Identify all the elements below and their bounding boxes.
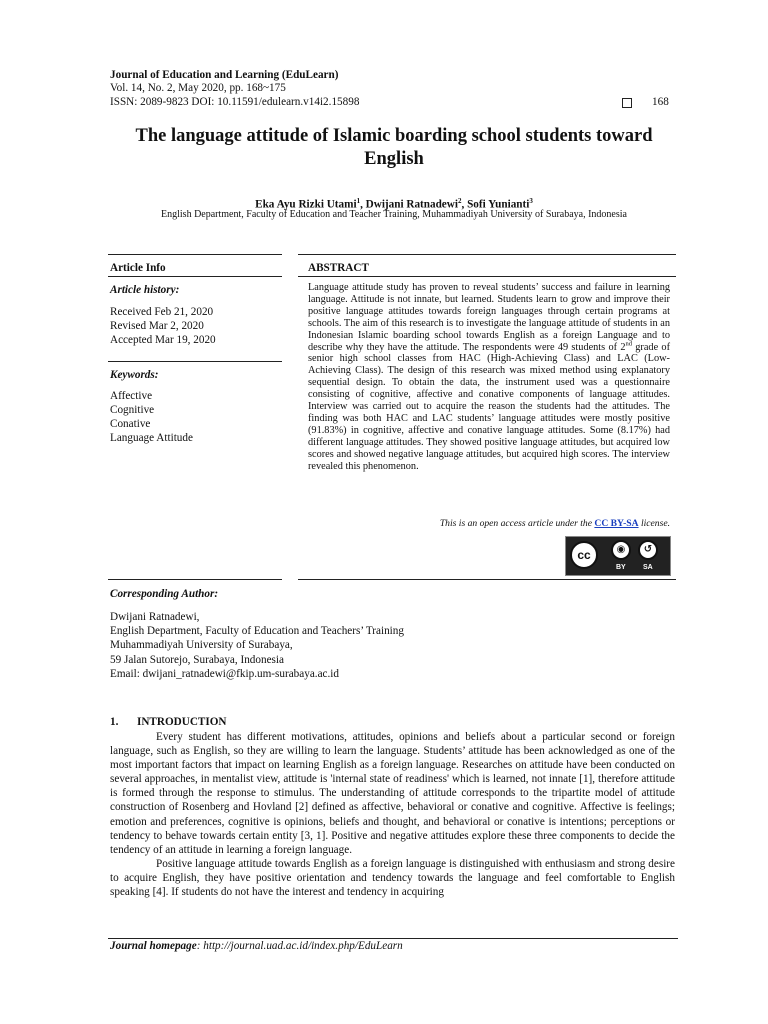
abstract-bottom-rule [298,579,676,580]
author-name: Eka Ayu Rizki Utami [255,198,357,211]
introduction-body [110,730,675,899]
abstract-text-part1: Language attitude study has proven to reveal students’ success and failure in learning language. Attitude is not innate, but learned. Students learn to grow and improve their positive language attitudes towards foreign languages through certain programs at schools. The aim of this research is to investigate the language attitude of students in an Indonesian Islamic boarding school towards English as a foreign Language and to describe why they have the attitude. The respondents were 49 students of 2 [308,282,670,353]
homepage-url[interactable]: : http://journal.uad.ac.id/index.php/EduLearn [196,940,403,952]
author-affil-mark: 2 [457,197,462,205]
license-note [308,518,670,530]
email-line: Email: dwijani_ratnadewi@fkip.um-surabaya.ac.id [110,667,340,680]
article-info-top-rule [108,254,282,255]
footer-rule [108,938,678,939]
affiliation: English Department, Faculty of Education and Teacher Training, Muhammadiyah University of Surabaya, Indonesia [161,209,627,220]
author-separator: , [360,198,366,211]
square-bullet-icon [622,98,632,108]
keywords-list [110,389,193,445]
author-name: Sofi Yunianti [467,198,530,211]
cc-by-sa-link[interactable]: CC BY-SA [594,518,639,529]
author-affil-mark: 3 [529,197,533,205]
history-divider-rule [108,361,282,362]
university-line: Muhammadiyah University of Surabaya, [110,639,293,652]
article-info-heading: Article Info [110,262,166,274]
keyword-item: Conative [110,418,151,430]
intro-section-heading: INTRODUCTION [137,716,227,728]
keyword-item: Language Attitude [110,432,193,444]
author-separator: , [461,198,468,211]
article-history-list [110,305,216,347]
journal-homepage [110,940,403,953]
journal-name: Journal of Education and Learning (EduLearn) [110,69,339,81]
ordinal-superscript: nd [625,340,632,348]
author-affil-mark: 1 [356,197,361,205]
license-suffix: license. [638,518,670,529]
article-info-head-rule [108,276,282,277]
keyword-item: Affective [110,390,153,402]
volume-line: Vol. 14, No. 2, May 2020, pp. 168~175 [110,82,286,94]
history-revised: Revised Mar 2, 2020 [110,320,204,332]
article-history-heading: Article history: [110,284,180,296]
history-received: Received Feb 21, 2020 [110,306,214,318]
homepage-label: Journal homepage [110,940,197,952]
intro-paragraph: Every student has different motivations, attitudes, opinions and beliefs about a particular second or foreign language, such as English, so they are willing to learn the language. Students’ attitude has been acknowledged as one of the most important factors that impact on learning English as a foreign language. Researches on attitude have been conducted on several approaches, in mentalist view, attitude is 'internal state of readiness' which is learned, not innate [1], therefore attitude is formed through the response to stimulus. The understanding of attitude corresponds to the tripartite model of attitude construction of Rosenberg and Hovland [2] defined as affective, behavioral or conative and cognitive. Affective is feelings; emotion and preferences, cognitive is opinions, beliefs and thought, and behavioral or conative is intentions; perceptions or tendency to behave towards certain entity [3, 1]. Positive and negative attitudes explore these three components to decide the tendency of an attitude in learning a foreign language. [110,731,675,856]
corresponding-author-details [110,610,404,681]
author-name-line: Dwijani Ratnadewi, [110,611,200,623]
abstract-text-part2: grade of senior high school classes from HAC (High-Achieving Class) and LAC (Low-Achieving Class). The design of this research was mixed method using explanatory sequential design. To obtain the data, the instrument used was a questionnaire consisting of cognitive, affective and conative components of language attitudes. Interview was carried out to acquire the reason the students had the attitudes. The finding was both HAC and LAC students’ language attitudes were mostly positive (91.83%) in cognitive, affective and conative language attitudes. Some (8.17%) had different language attitudes. They showed positive language attitudes, but acquired low scores and showed negative language attitudes, but acquired high scores. The interview revealed this phenomenon. [308,341,671,472]
keywords-bottom-rule [108,579,282,580]
paper-title: The language attitude of Islamic boarding school students toward English [135,126,653,169]
abstract-heading: ABSTRACT [308,262,369,274]
abstract-top-rule [298,254,676,255]
share-alike-icon: ↺ [638,540,658,560]
corresponding-author-heading: Corresponding Author: [110,588,219,600]
cc-by-sa-badge[interactable] [565,536,671,576]
badge-by-label: BY [616,564,626,571]
page-number: 168 [652,96,669,108]
intro-section-number: 1. [110,716,119,728]
keyword-item: Cognitive [110,404,155,416]
history-accepted: Accepted Mar 19, 2020 [110,334,216,346]
license-prefix: This is an open access article under the [439,518,595,529]
attribution-person-icon: ◉ [611,540,631,560]
address-line: 59 Jalan Sutorejo, Surabaya, Indonesia [110,653,284,666]
intro-paragraph: Positive language attitude towards English as a foreign language is distinguished with enthusiasm and strong desire to acquire English, they have positive orientation and tendency towards the language and feel comfortable to English speaking [4]. If students do not have the interest and tendency in acquiring [110,857,675,899]
badge-sa-label: SA [643,564,653,571]
department-line: English Department, Faculty of Education and Teachers’ Training [110,625,404,638]
author-name: Dwijani Ratnadewi [365,198,458,211]
abstract-body [308,282,670,473]
abstract-head-rule [298,276,676,277]
creative-commons-icon: cc [570,541,598,569]
keywords-heading: Keywords: [110,369,159,381]
issn-doi-line: ISSN: 2089-9823 DOI: 10.11591/edulearn.v14i2.15898 [110,96,360,108]
